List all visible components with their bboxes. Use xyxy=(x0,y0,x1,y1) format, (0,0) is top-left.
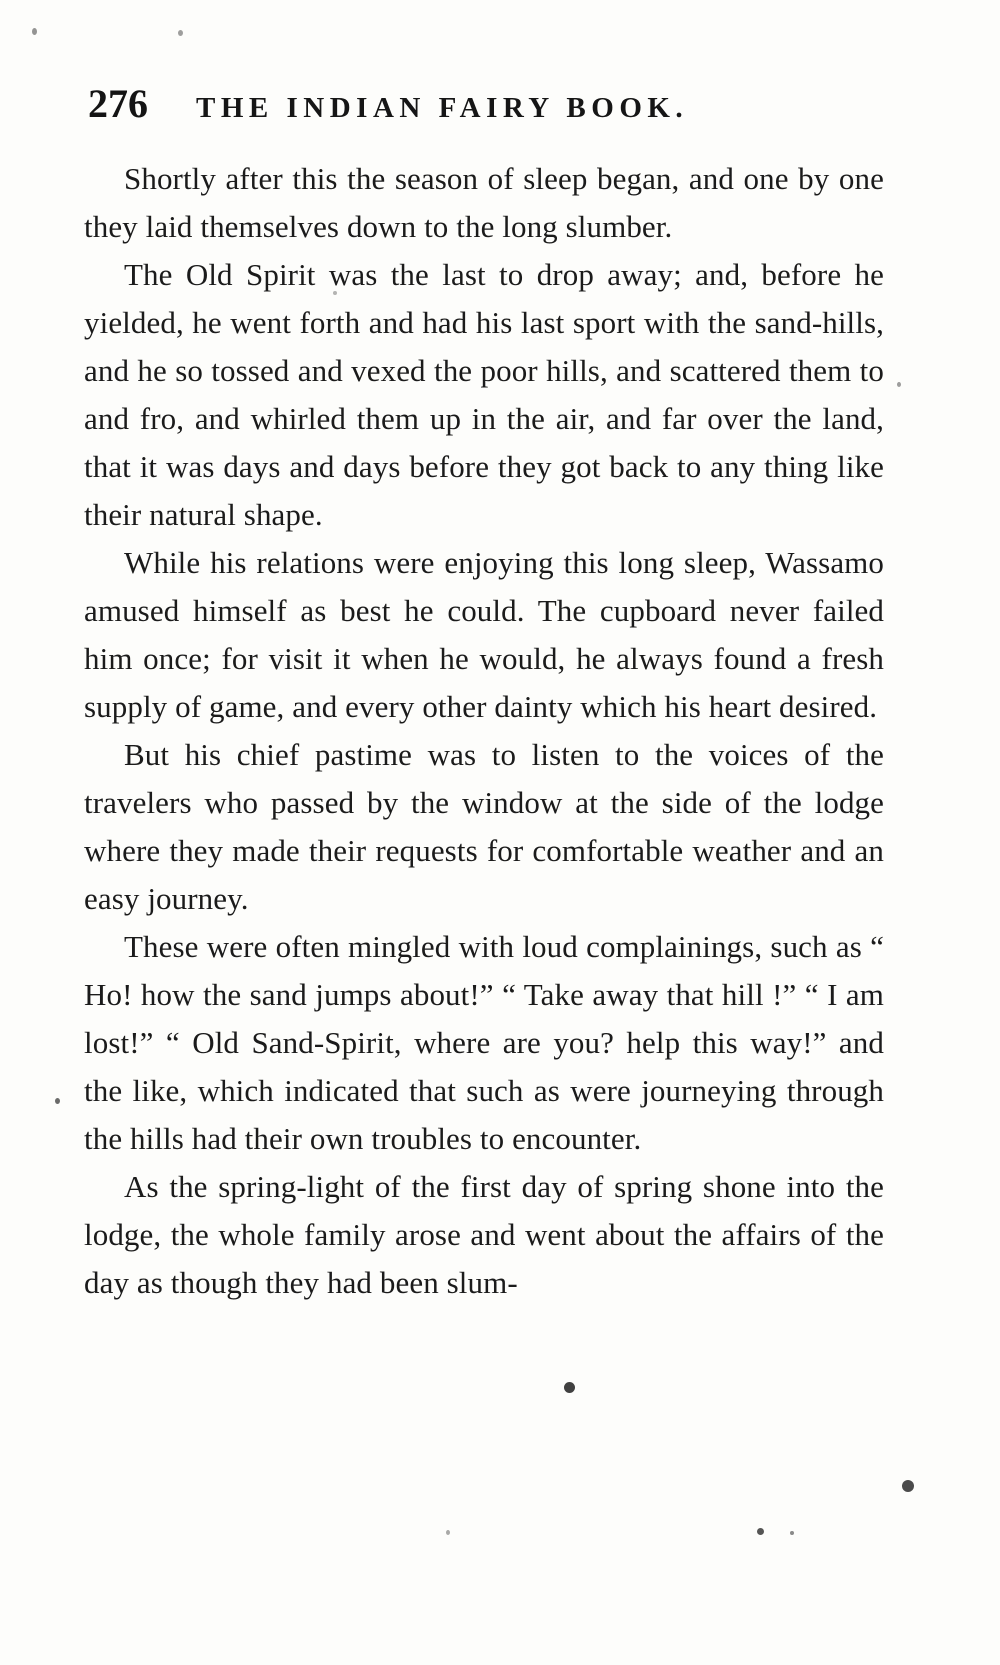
scan-speck xyxy=(790,1531,794,1535)
running-title: THE INDIAN FAIRY BOOK. xyxy=(196,92,689,124)
paragraph: Shortly after this the season of sleep began, and one by one they laid themselves down to the long slumber. xyxy=(84,161,884,244)
page-body xyxy=(84,155,884,1307)
scan-speck xyxy=(757,1528,764,1535)
paragraph: The Old Spirit was the last to drop away; and, before he yielded, he went forth and had his last sport with the sand-hills, and he so tossed and vexed the poor hills, and scattered them to and fro, and whirled them up in the air, and far over the land, that it was days and days before they got back to any thing like their natural shape. xyxy=(84,257,884,532)
page-header xyxy=(88,80,888,127)
scan-speck xyxy=(32,28,37,35)
scan-speck xyxy=(55,1098,60,1104)
scan-speck xyxy=(333,291,337,295)
paragraph: But his chief pastime was to listen to the voices of the travelers who passed by the window at the side of the lodge where they made their requests for comfortable weather and an easy journey. xyxy=(84,737,884,916)
scan-speck xyxy=(446,1530,450,1535)
page-number: 276 xyxy=(88,81,148,126)
paragraph: While his relations were enjoying this long sleep, Wassamo amused himself as best he could. The cupboard never failed him once; for visit it when he would, he always found a fresh supply of game, and every other dainty which his heart desired. xyxy=(84,545,884,724)
scan-speck xyxy=(564,1382,575,1393)
paragraph: As the spring-light of the first day of spring shone into the lodge, the whole family arose and went about the affairs of the day as though they had been slum- xyxy=(84,1169,884,1300)
paragraph: These were often mingled with loud complainings, such as “ Ho! how the sand jumps about!” “ Take away that hill !” “ I am lost!” “ Old Sand-Spirit, where are you? help this way!” and the like, which indicated that such as were journeying through the hills had their own troubles to encounter. xyxy=(84,929,884,1156)
scan-speck xyxy=(897,382,901,387)
scan-speck xyxy=(178,30,183,36)
scan-speck xyxy=(902,1480,914,1492)
